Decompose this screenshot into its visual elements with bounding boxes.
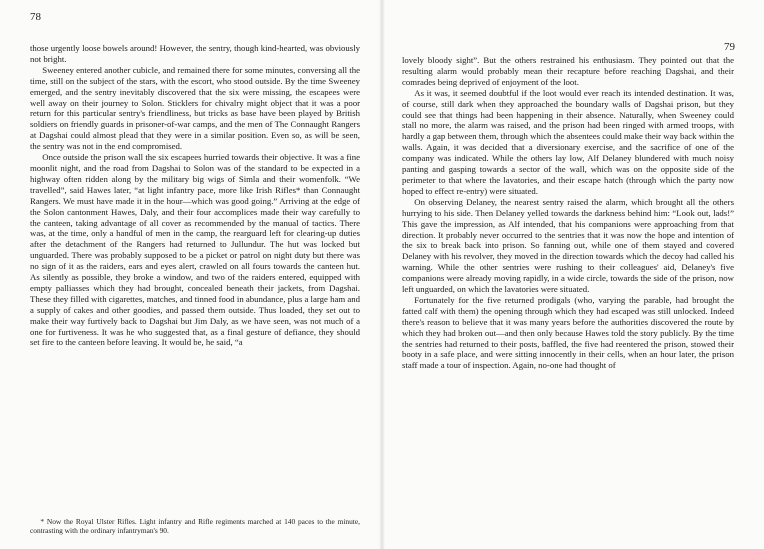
page-number: 78: [30, 11, 41, 23]
body-text: [402, 55, 734, 371]
paragraph: Fortunately for the five returned prodigals (who, varying the parable, had brought the fatted calf with them) the opening through which they had escaped was still unlocked. Indeed there's reason to believe that it was many years before the authorities discovered the route by which they had broken out—and then only because Hawes told the story publicly. By the time the sentries had returned to their posts, baffled, the five had reentered the prison, stowed their booty in a safe place, and were sitting innocently in their cells, when an hour later, the prison staff made a tour of inspection. Again, no-one had thought of: [402, 294, 734, 371]
page-number: 79: [724, 41, 735, 53]
footnote: [30, 517, 360, 535]
right-page: [382, 0, 764, 549]
paragraph: lovely bloody sight”. But the others restrained his enthusiasm. They pointed out that the resulting alarm would probably mean their recapture before reaching Dagshai, and their comrades being deprived of enjoyment of the loot.: [402, 55, 734, 87]
body-text: [30, 43, 360, 348]
paragraph: Sweeney entered another cubicle, and remained there for some minutes, conversing all the time, still on the subject of the stars, with the escort, who stood outside. By the time Sweeney emerged, and the sentry inevitably discovered that the six were missing, the escapees were well away on their journey to Solon. Sticklers for chivalry might object that it was a poor return for this particular sentry's friendliness, but tricks as base have been played by British soldiers on friendly guards in prisoner-of-war camps, and the men of The Connaught Rangers at Dagshai could almost plead that they were in a similar position. Even so, as will be seen, the sentry was not in the end compromised.: [30, 64, 360, 152]
footnote-text: * Now the Royal Ulster Rifles. Light infantry and Rifle regiments marched at 140 paces to the minute, contrasting with the ordinary infantryman's 90.: [30, 517, 360, 535]
paragraph: As it was, it seemed doubtful if the loot would ever reach its intended destination. It was, of course, still dark when they approached the boundary walls of Dagshai prison, but they could see that things had been happening in their absence. Naturally, when Sweeney could stall no more, the alarm was raised, and the prison had been ringed with armed troops, with hardly a gap between them, through which the absentees could make their way back within the walls. Again, it was decided that a diversionary exercise, and the sacrifice of one of the company was indicated. While the others lay low, Alf Delaney blundered with much noisy panting and gasping towards a sector of the wall, which was on the opposite side of the perimeter to that where the lavatories, and their escape hatch (through which the party now hoped to effect re-entry) were situated.: [402, 87, 734, 196]
paragraph: Once outside the prison wall the six escapees hurried towards their objective. It was a fine moonlit night, and the road from Dagshai to Solon was of the standard to be expected in a highway often ridden along by the military big wigs of Simla and their womenfolk. “We travelled”, said Hawes later, “at light infantry pace, more like Irish Rifles* than Connaught Rangers. We must have made it in the hour—which was good going.” Arriving at the edge of the Solon cantonment Hawes, Daly, and their four accomplices made their way carefully to the canteen, taking advantage of all cover as recommended by the manual of tactics. There was, at the time, only a handful of men in the camp, the rearguard left for clearing-up duties after the detachment of the Rangers had returned to Jullundur. The hut was locked but unguarded. There was probably supposed to be a picket or patrol on night duty but there was no sign of it as the raiders, ears and eyes alert, crawled on all fours towards the canteen hut. As silently as possible, they broke a window, and two of the raiders entered, equipped with empty palliasses which they had brought, concealed beneath their jackets, from Dagshai. These they filled with cigarettes, matches, and tinned food in abundance, plus a large ham and a supply of cakes and other goodies, and passed them outside. Thus loaded, they set out to make their way furtively back to Dagshai but Jim Daly, as we have seen, was not much of a one for furtiveness. It was he who suggested that, as a final gesture of defiance, they should set fire to the canteen before leaving. It would be, he said, “a: [30, 152, 360, 348]
paragraph: those urgently loose bowels around! However, the sentry, though kind-hearted, was obviously not bright.: [30, 43, 360, 64]
paragraph: On observing Delaney, the nearest sentry raised the alarm, which brought all the others hurrying to his side. Then Delaney yelled towards the darkness behind him: “Look out, lads!” This gave the impression, as Alf intended, that his companions were approaching from that direction. It probably never occurred to the sentries that it was now the hope and intention of the six to break back into prison. So fanning out, while one of them stayed and covered Delaney with his revolver, they moved in the direction towards which the decoy had called his warning. While the other sentries were rushing to their colleagues' aid, Delaney's five companions were already moving rapidly, in a wide circle, towards the side of the prison, now left unguarded, on which the lavatories were situated.: [402, 196, 734, 295]
